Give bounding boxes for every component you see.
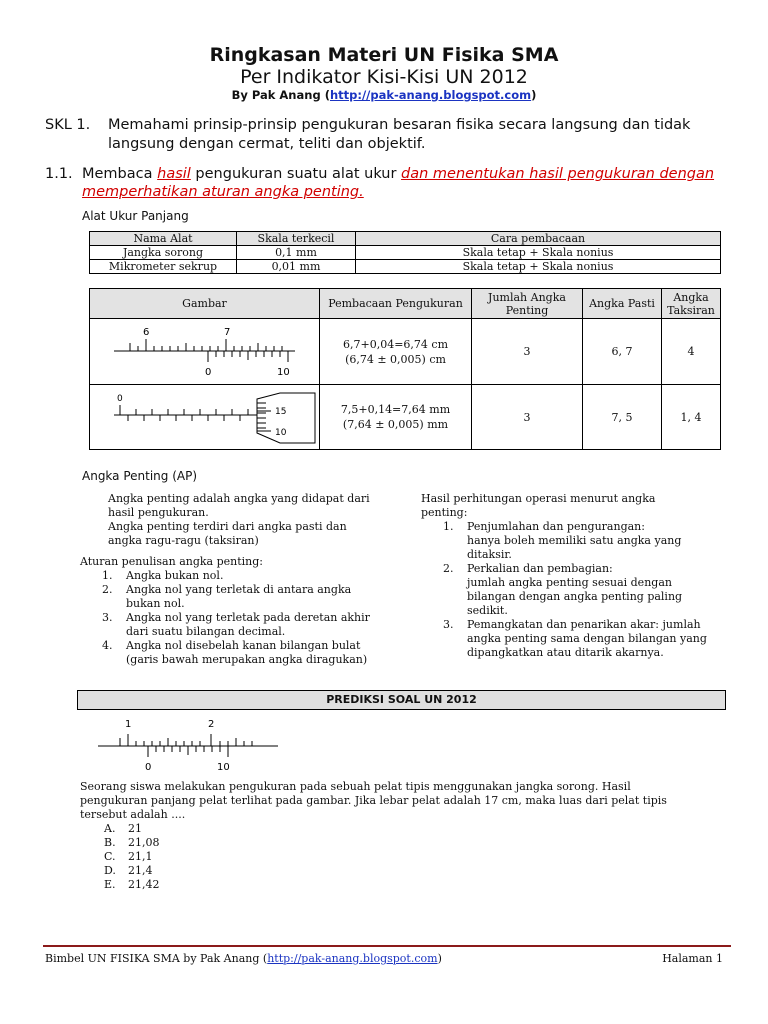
pasti-cell: 7, 5 — [583, 385, 662, 450]
ap-definition — [108, 492, 398, 548]
indicator-line-1 — [82, 166, 714, 182]
taksiran-cell: 4 — [662, 319, 721, 385]
list-item-cont: dari suatu bilangan decimal. — [126, 625, 286, 638]
reading-cell — [320, 319, 472, 385]
option-d[interactable]: D. 21,4 — [104, 864, 153, 877]
ap-operations — [421, 492, 731, 660]
alat-cell: Skala tetap + Skala nonius — [356, 260, 721, 274]
list-item: 2. Angka nol yang terletak di antara angka — [102, 583, 352, 596]
reading-header-taksiran: Angka Taksiran — [662, 289, 721, 319]
page-title: Ringkasan Materi UN Fisika SMA — [209, 44, 559, 66]
list-item-cont: (garis bawah merupakan angka diragukan) — [126, 653, 368, 666]
option-c[interactable]: C. 21,1 — [104, 850, 153, 863]
list-item-cont: dipangkatkan atau ditarik akarnya. — [467, 646, 664, 659]
scale-label: 6 — [143, 327, 150, 338]
alat-cell: 0,1 mm — [237, 246, 356, 260]
indicator-line-2: memperhatikan aturan angka penting. — [82, 184, 364, 200]
alat-cell: Skala tetap + Skala nonius — [356, 246, 721, 260]
reading-header-pembacaan: Pembacaan Pengukuran — [320, 289, 472, 319]
page-subtitle: Per Indikator Kisi-Kisi UN 2012 — [240, 66, 528, 88]
ap-def-line: angka ragu-ragu (taksiran) — [108, 534, 259, 547]
ops-heading: Hasil perhitungan operasi menurut angka — [421, 492, 656, 505]
list-item-cont: sedikit. — [467, 604, 508, 617]
ap-def-line: hasil pengukuran. — [108, 506, 209, 519]
prediksi-options — [104, 822, 304, 892]
footer-text: Bimbel UN FISIKA SMA by Pak Anang — [45, 952, 260, 965]
ap-rules — [80, 555, 400, 667]
scale-label: 15 — [275, 407, 287, 417]
list-item: 1. Penjumlahan dan pengurangan: — [443, 520, 645, 533]
reading-value: 7,5+0,14=7,64 mm — [340, 403, 451, 416]
vernier-caliper-diagram — [90, 319, 319, 384]
reading-header-jumlah: Jumlah Angka Penting — [472, 289, 583, 319]
alat-header-cara: Cara pembacaan — [356, 232, 721, 246]
reading-cell — [320, 385, 472, 450]
ap-heading: Angka Penting (AP) — [82, 469, 198, 483]
list-item-cont: bukan nol. — [126, 597, 185, 610]
footer-link[interactable]: http://pak-anang.blogspot.com — [267, 952, 438, 965]
footer-divider — [43, 945, 731, 947]
ops-heading: penting: — [421, 506, 468, 519]
list-item: 4. Angka nol disebelah kanan bilangan bulat — [102, 639, 361, 652]
prediksi-banner: PREDIKSI SOAL UN 2012 — [77, 690, 726, 710]
table-row — [90, 385, 721, 450]
question-line: Seorang siswa melakukan pengukuran pada sebuah pelat tipis menggunakan jangka sorong. Hasil — [80, 780, 631, 793]
list-item: 3. Angka nol yang terletak pada deretan akhir — [102, 611, 370, 624]
author-link[interactable]: http://pak-anang.blogspot.com — [329, 88, 532, 102]
list-item-cont: hanya boleh memiliki satu angka yang — [467, 534, 682, 547]
table-row — [90, 319, 721, 385]
page-number: Halaman 1 — [662, 952, 723, 965]
reading-uncertainty: (6,74 ± 0,005) cm — [345, 352, 446, 366]
prediksi-vernier-diagram — [90, 714, 290, 776]
alat-header-skala: Skala terkecil — [237, 232, 356, 246]
pasti-cell: 6, 7 — [583, 319, 662, 385]
indicator-text-b: pengukuran suatu alat ukur — [195, 166, 397, 182]
ap-def-line: Angka penting adalah angka yang didapat dari — [108, 492, 370, 505]
list-item-cont: jumlah angka penting sesuai dengan — [467, 576, 672, 589]
indicator-red-a: hasil — [157, 166, 191, 182]
table-row — [90, 246, 721, 260]
scale-label: 0 — [205, 367, 212, 378]
prediksi-question — [80, 780, 730, 822]
scale-label: 0 — [117, 394, 123, 404]
micrometer-figure-cell — [90, 385, 320, 450]
question-line: pengukuran panjang pelat terlihat pada gambar. Jika lebar pelat adalah 17 cm, maka luas dari pelat tipis — [80, 794, 667, 807]
list-item: 1. Angka bukan nol. — [102, 569, 224, 582]
scale-label: 10 — [217, 762, 230, 773]
scale-label: 0 — [145, 762, 152, 773]
question-line: tersebut adalah .... — [80, 808, 186, 821]
scale-label: 7 — [224, 327, 231, 338]
alat-table — [89, 231, 721, 274]
reading-uncertainty: (7,64 ± 0,005) mm — [342, 418, 449, 431]
footer-left: Bimbel UN FISIKA SMA by Pak Anang (http://pak-anang.blogspot.com) — [45, 952, 442, 965]
author: By Pak Anang — [231, 88, 321, 102]
alat-heading: Alat Ukur Panjang — [82, 209, 189, 223]
scale-label: 2 — [208, 719, 215, 730]
alat-cell: Jangka sorong — [90, 246, 237, 260]
skl-label: SKL 1. — [45, 117, 91, 133]
reading-value: 6,7+0,04=6,74 cm — [343, 337, 448, 351]
alat-cell: Mikrometer sekrup — [90, 260, 237, 274]
taksiran-cell: 1, 4 — [662, 385, 721, 450]
scale-label: 10 — [275, 428, 287, 438]
skl-line-2: langsung dengan cermat, teliti dan objektif. — [108, 136, 426, 152]
author-line: By Pak Anang (http://pak-anang.blogspot.com) — [231, 88, 537, 102]
ap-def-line: Angka penting terdiri dari angka pasti dan — [108, 520, 347, 533]
reading-table — [89, 288, 721, 450]
list-item-cont: ditaksir. — [467, 548, 512, 561]
scale-label: 10 — [277, 367, 290, 378]
reading-header-pasti: Angka Pasti — [583, 289, 662, 319]
indicator-text-a: Membaca — [82, 166, 153, 182]
skl-line-1: Memahami prinsip-prinsip pengukuran besaran fisika secara langsung dan tidak — [108, 117, 691, 133]
reading-header-gambar: Gambar — [90, 289, 320, 319]
option-e[interactable]: E. 21,42 — [104, 878, 160, 891]
micrometer-diagram — [90, 385, 319, 449]
rules-heading: Aturan penulisan angka penting: — [80, 555, 264, 568]
indicator-red-b: dan menentukan hasil pengukuran dengan — [401, 166, 715, 182]
vernier-figure-cell — [90, 319, 320, 385]
count-cell: 3 — [472, 319, 583, 385]
alat-cell: 0,01 mm — [237, 260, 356, 274]
list-item-cont: bilangan dengan angka penting paling — [467, 590, 683, 603]
option-a[interactable]: A. 21 — [104, 822, 142, 835]
list-item: 3. Pemangkatan dan penarikan akar: jumlah — [443, 618, 701, 631]
list-item-cont: angka penting sama dengan bilangan yang — [467, 632, 707, 645]
table-row — [90, 260, 721, 274]
list-item: 2. Perkalian dan pembagian: — [443, 562, 613, 575]
scale-label: 1 — [125, 719, 132, 730]
count-cell: 3 — [472, 385, 583, 450]
indicator-number: 1.1. — [45, 166, 73, 182]
alat-header-nama: Nama Alat — [90, 232, 237, 246]
option-b[interactable]: B. 21,08 — [104, 836, 160, 849]
